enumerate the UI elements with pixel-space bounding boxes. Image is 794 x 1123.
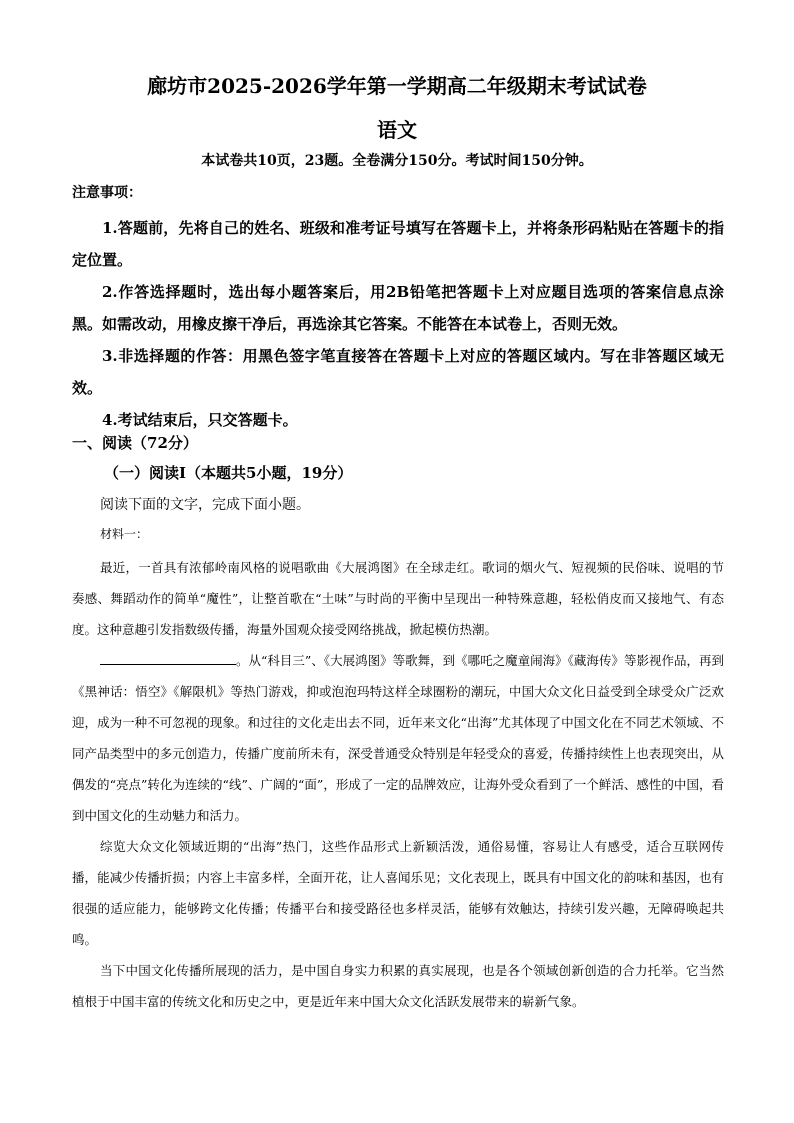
subject-title: 语文 bbox=[377, 118, 417, 142]
exam-title: 廊坊市2025-2026学年第一学期高二年级期末考试试卷 bbox=[147, 74, 647, 98]
notice-heading: 注意事项： bbox=[72, 185, 142, 201]
passage-paragraph-4: 当下中国文化传播所展现的活力，是中国自身实力积累的真实展现，也是各个领域创新创造的合力托举。它当然植根于中国丰富的传统文化和历史之中，更是近年来中国大众文化活跃发展带来的崭新气象。 bbox=[72, 963, 724, 1009]
instruction-text: 阅读下面的文字，完成下面小题。 bbox=[100, 497, 310, 513]
passage-paragraph-1: 最近，一首具有浓郁岭南风格的说唱歌曲《大展鸿图》在全球走红。歌词的烟火气、短视频的民俗味、说唱的节奏感、舞蹈动作的简单“魔性”，让整首歌在“土味”与时尚的平衡中呈现出一种特殊意趣，轻松俏皮而又接地气、有态度。这种意趣引发指数级传播，海量外国观众接受网络挑战，掀起模仿热潮。 bbox=[72, 560, 724, 637]
notice-item-3: 3.非选择题的作答：用黑色签字笔直接答在答题卡上对应的答题区域内。写在非答题区域无效。 bbox=[72, 347, 724, 397]
subpart-heading: （一）阅读Ⅰ（本题共5小题，19分） bbox=[104, 464, 353, 482]
exam-info: 本试卷共10页，23题。全卷满分150分。考试时间150分钟。 bbox=[201, 153, 593, 169]
passage-paragraph-3: 综览大众文化领域近期的“出海”热门，这些作品形式上新颖活泼，通俗易懂，容易让人有感受，适合互联网传播，能减少传播折损；内容上丰富多样，全面开花，让人喜闻乐见；文化表现上，既具有中国文化的韵味和基因，也有很强的适应能力，能够跨文化传播；传播平台和接受路径也多样灵活，能够有效触达，持续引发兴趣，无障碍唤起共鸣。 bbox=[72, 839, 724, 947]
material-label: 材料一： bbox=[100, 527, 149, 541]
notice-item-1: 1.答题前，先将自己的姓名、班级和准考证号填写在答题卡上，并将条形码粘贴在答题卡的指定位置。 bbox=[72, 219, 724, 269]
notice-item-4: 4.考试结束后，只交答题卡。 bbox=[102, 411, 298, 429]
part-heading: 一、阅读（72分） bbox=[72, 434, 198, 452]
notice-item-2: 2.作答选择题时，选出每小题答案后，用2B铅笔把答题卡上对应题目选项的答案信息点涂黑。如需改动，用橡皮擦干净后，再选涂其它答案。不能答在本试卷上，否则无效。 bbox=[72, 283, 724, 333]
passage-paragraph-2 bbox=[72, 645, 724, 831]
passage-paragraph-2-text: 。从“科目三”、《大展鸿图》等歌舞，到《哪吒之魔童闹海》《藏海传》等影视作品，再到《黑神话：悟空》《解限机》等热门游戏，抑或泡泡玛特这样全球圈粉的潮玩，中国大众文化日益受到全球受众广泛欢迎，成为一种不可忽视的现象。和过往的文化走出去不同，近年来文化“出海”尤其体现了中国文化在不同艺术领域、不同产品类型中的多元创造力，传播广度前所未有，深受普通受众特别是年轻受众的喜爱，传播持续性上也表现突出，从偶发的“亮点”转化为连续的“线”、广阔的“面”，形成了一定的品牌效应，让海外受众看到了一个鲜活、感性的中国，看到中国文化的生动魅力和活力。 bbox=[72, 653, 724, 823]
fill-in-blank bbox=[100, 650, 236, 665]
